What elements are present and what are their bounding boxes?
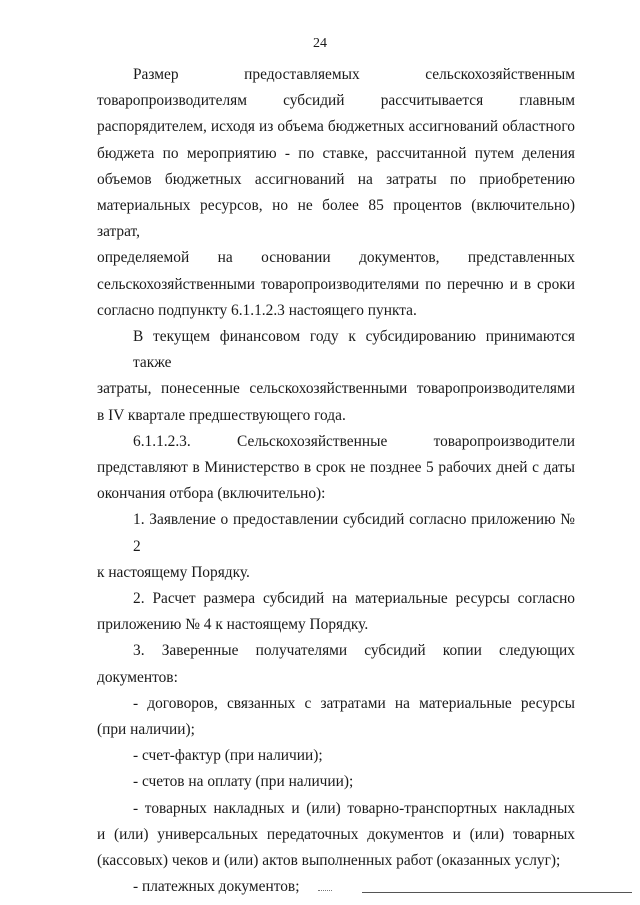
dash-item-waybills (97, 796, 575, 875)
text-line: объемов бюджетных ассигнований на затраты по приобретению (97, 170, 575, 188)
text-line: сельскохозяйственными товаропроизводителями по перечню и в сроки (97, 275, 575, 293)
list-item-2 (97, 586, 575, 638)
text-line: 6.1.1.2.3. Сельскохозяйственные товаропроизводители (133, 432, 575, 450)
text-line: в IV квартале предшествующего года. (97, 406, 346, 424)
dash-item-contracts (97, 691, 575, 743)
text-line: - счетов на оплату (при наличии); (133, 773, 354, 791)
text-line: товаропроизводителям субсидий рассчитывается главным (97, 92, 575, 110)
text-line: - платежных документов; (133, 878, 300, 896)
text-line: - товарных накладных и (или) товарно-транспортных накладных (133, 799, 575, 817)
text-line: согласно подпункту 6.1.1.2.3 настоящего пункта. (97, 301, 417, 319)
text-line: - счет-фактур (при наличии); (133, 747, 323, 765)
text-line: В текущем финансовом году к субсидированию принимаются также (133, 328, 575, 372)
text-line: к настоящему Порядку. (97, 563, 250, 581)
text-line: 2. Расчет размера субсидий на материальные ресурсы согласно (133, 590, 575, 608)
text-line: бюджета по мероприятию - по ставке, рассчитанной путем деления (97, 144, 575, 162)
text-line: документов: (97, 668, 178, 686)
text-line: 1. Заявление о предоставлении субсидий согласно приложению № 2 (133, 511, 575, 555)
text-line: представляют в Министерство в срок не позднее 5 рабочих дней с даты (97, 459, 575, 477)
scan-artifact-mark (318, 890, 332, 891)
page-number: 24 (313, 36, 327, 51)
paragraph-6-1-1-2-3 (97, 429, 575, 508)
text-line: материальных ресурсов, но не более 85 процентов (включительно) затрат, (97, 197, 575, 241)
text-line: (при наличии); (97, 721, 195, 739)
text-line: окончания отбора (включительно): (97, 485, 326, 503)
text-line: (кассовых) чеков и (или) актов выполненных работ (оказанных услуг); (97, 852, 561, 870)
text-line: затраты, понесенные сельскохозяйственными товаропроизводителями (97, 380, 575, 398)
dash-item-payment-bills (97, 769, 575, 795)
text-line: и (или) универсальных передаточных документов и (или) товарных (97, 825, 575, 843)
dash-item-invoices (97, 743, 575, 769)
list-item-3 (97, 638, 575, 690)
footer-rule (362, 892, 632, 893)
document-body (97, 62, 575, 901)
dash-item-payment-documents (97, 874, 575, 900)
text-line: определяемой на основании документов, представленных (97, 249, 575, 267)
text-line: - договоров, связанных с затратами на материальные ресурсы (133, 694, 575, 712)
text-line: 3. Заверенные получателями субсидий копии следующих (133, 642, 575, 660)
list-item-1 (97, 507, 575, 586)
text-line: приложению № 4 к настоящему Порядку. (97, 616, 369, 634)
text-line: распорядителем, исходя из объема бюджетных ассигнований областного (97, 118, 575, 136)
paragraph-current-year (97, 324, 575, 429)
paragraph-subsidy-amount (97, 62, 575, 324)
text-line: Размер предоставляемых сельскохозяйственным (133, 66, 575, 83)
